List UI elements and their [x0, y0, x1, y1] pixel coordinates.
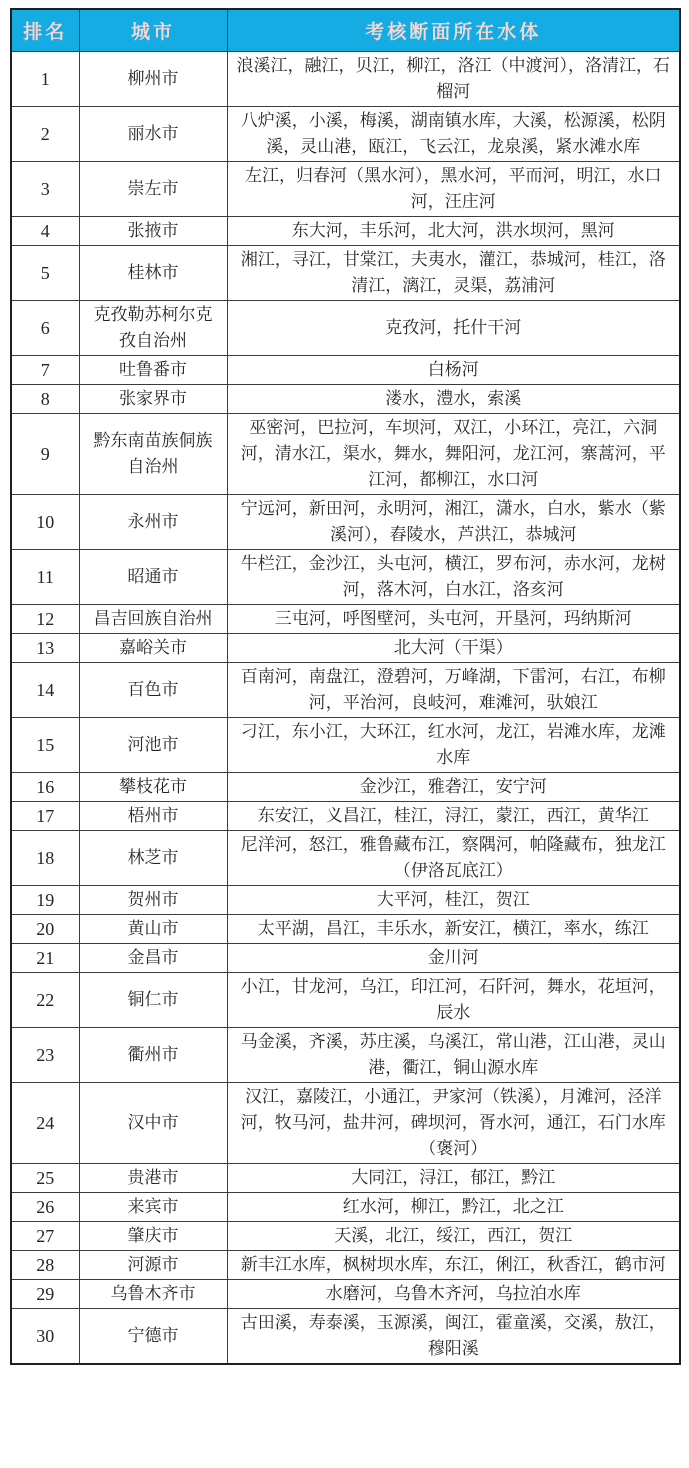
table-row	[11, 831, 680, 886]
table-row	[11, 973, 680, 1028]
table-row	[11, 1083, 680, 1164]
waters-cell: 东安江，义昌江，桂江，浔江，蒙江，西江，黄华江	[227, 802, 680, 831]
table-row	[11, 634, 680, 663]
waters-cell: 湘江，寻江，甘棠江，夫夷水，灌江，恭城河，桂江，洛清江，漓江，灵渠，荔浦河	[227, 246, 680, 301]
waters-cell: 巫密河，巴拉河，车坝河，双江，小环江，亮江，六洞河，清水江，渠水，舞水，舞阳河，龙江河，寨蒿河，平江河，都柳江，水口河	[227, 414, 680, 495]
rank-cell: 12	[11, 605, 79, 634]
city-cell: 桂林市	[79, 246, 227, 301]
waters-cell: 小江，甘龙河，乌江，印江河，石阡河，舞水，花垣河，辰水	[227, 973, 680, 1028]
waters-cell: 浪溪江，融江，贝江，柳江，洛江（中渡河），洛清江，石榴河	[227, 52, 680, 107]
table-row	[11, 107, 680, 162]
city-cell: 黔东南苗族侗族自治州	[79, 414, 227, 495]
rank-cell: 3	[11, 162, 79, 217]
city-cell: 克孜勒苏柯尔克孜自治州	[79, 301, 227, 356]
waters-cell: 金沙江，雅砻江，安宁河	[227, 773, 680, 802]
table-row	[11, 1309, 680, 1365]
rank-cell: 13	[11, 634, 79, 663]
waters-cell: 红水河，柳江，黔江，北之江	[227, 1193, 680, 1222]
rank-cell: 14	[11, 663, 79, 718]
rank-cell: 7	[11, 356, 79, 385]
city-cell: 黄山市	[79, 915, 227, 944]
table-row	[11, 1028, 680, 1083]
waters-cell: 大平河，桂江，贺江	[227, 886, 680, 915]
city-cell: 金昌市	[79, 944, 227, 973]
table-row	[11, 385, 680, 414]
table-body	[11, 52, 680, 1365]
waters-cell: 尼洋河，怒江，雅鲁藏布江，察隅河，帕隆藏布，独龙江（伊洛瓦底江）	[227, 831, 680, 886]
rank-cell: 4	[11, 217, 79, 246]
rank-cell: 21	[11, 944, 79, 973]
city-cell: 百色市	[79, 663, 227, 718]
waters-cell: 北大河（干渠）	[227, 634, 680, 663]
waters-cell: 左江，归春河（黑水河），黑水河，平而河，明江，水口河，汪庄河	[227, 162, 680, 217]
table-row	[11, 915, 680, 944]
waters-cell: 八炉溪，小溪，梅溪，湖南镇水库，大溪，松源溪，松阴溪，灵山港，瓯江，飞云江，龙泉溪，紧水滩水库	[227, 107, 680, 162]
table-row	[11, 773, 680, 802]
rank-cell: 5	[11, 246, 79, 301]
rank-cell: 19	[11, 886, 79, 915]
rank-cell: 8	[11, 385, 79, 414]
waters-cell: 古田溪，寿泰溪，玉源溪，闽江，霍童溪，交溪，敖江，穆阳溪	[227, 1309, 680, 1365]
table-row	[11, 301, 680, 356]
table-row	[11, 1222, 680, 1251]
table-row	[11, 1193, 680, 1222]
header-row	[11, 9, 680, 52]
waters-cell: 三屯河，呼图壁河，头屯河，开垦河，玛纳斯河	[227, 605, 680, 634]
waters-cell: 水磨河，乌鲁木齐河，乌拉泊水库	[227, 1280, 680, 1309]
table-row	[11, 802, 680, 831]
waters-cell: 金川河	[227, 944, 680, 973]
rank-cell: 26	[11, 1193, 79, 1222]
city-cell: 乌鲁木齐市	[79, 1280, 227, 1309]
table-row	[11, 414, 680, 495]
waters-cell: 马金溪，齐溪，苏庄溪，乌溪江，常山港，江山港，灵山港，衢江，铜山源水库	[227, 1028, 680, 1083]
rank-cell: 20	[11, 915, 79, 944]
header-rank: 排名	[11, 9, 79, 52]
ranking-table	[10, 8, 681, 1365]
rank-cell: 23	[11, 1028, 79, 1083]
header-city: 城市	[79, 9, 227, 52]
table-row	[11, 162, 680, 217]
table-row	[11, 52, 680, 107]
waters-cell: 太平湖，昌江，丰乐水，新安江，横江，率水，练江	[227, 915, 680, 944]
table-row	[11, 886, 680, 915]
table-row	[11, 356, 680, 385]
city-cell: 吐鲁番市	[79, 356, 227, 385]
city-cell: 肇庆市	[79, 1222, 227, 1251]
rank-cell: 11	[11, 550, 79, 605]
rank-cell: 22	[11, 973, 79, 1028]
table-row	[11, 1251, 680, 1280]
rank-cell: 25	[11, 1164, 79, 1193]
waters-cell: 天溪，北江，绥江，西江，贺江	[227, 1222, 680, 1251]
waters-cell: 汉江，嘉陵江，小通江，尹家河（铁溪），月滩河，泾洋河，牧马河，盐井河，碑坝河，胥水河，通江，石门水库（褒河）	[227, 1083, 680, 1164]
city-cell: 张家界市	[79, 385, 227, 414]
city-cell: 攀枝花市	[79, 773, 227, 802]
rank-cell: 28	[11, 1251, 79, 1280]
rank-cell: 1	[11, 52, 79, 107]
waters-cell: 新丰江水库，枫树坝水库，东江，俐江，秋香江，鹤市河	[227, 1251, 680, 1280]
rank-cell: 17	[11, 802, 79, 831]
rank-cell: 27	[11, 1222, 79, 1251]
table-row	[11, 495, 680, 550]
city-cell: 林芝市	[79, 831, 227, 886]
city-cell: 梧州市	[79, 802, 227, 831]
waters-cell: 百南河，南盘江，澄碧河，万峰湖，下雷河，右江，布柳河，平治河，良岐河，难滩河，驮娘江	[227, 663, 680, 718]
waters-cell: 刁江，东小江，大环江，红水河，龙江，岩滩水库，龙滩水库	[227, 718, 680, 773]
city-cell: 永州市	[79, 495, 227, 550]
waters-cell: 克孜河，托什干河	[227, 301, 680, 356]
table-row	[11, 663, 680, 718]
table-row	[11, 550, 680, 605]
waters-cell: 牛栏江，金沙江，头屯河，横江，罗布河，赤水河，龙树河，落木河，白水江，洛亥河	[227, 550, 680, 605]
city-cell: 铜仁市	[79, 973, 227, 1028]
city-cell: 昭通市	[79, 550, 227, 605]
rank-cell: 15	[11, 718, 79, 773]
rank-cell: 29	[11, 1280, 79, 1309]
table-row	[11, 1164, 680, 1193]
waters-cell: 大同江，浔江，郁江，黔江	[227, 1164, 680, 1193]
city-cell: 衢州市	[79, 1028, 227, 1083]
rank-cell: 2	[11, 107, 79, 162]
waters-cell: 白杨河	[227, 356, 680, 385]
rank-cell: 30	[11, 1309, 79, 1365]
waters-cell: 溇水，澧水，索溪	[227, 385, 680, 414]
city-cell: 贺州市	[79, 886, 227, 915]
table-row	[11, 718, 680, 773]
city-cell: 崇左市	[79, 162, 227, 217]
rank-cell: 16	[11, 773, 79, 802]
city-cell: 河池市	[79, 718, 227, 773]
city-cell: 来宾市	[79, 1193, 227, 1222]
table-row	[11, 605, 680, 634]
city-cell: 汉中市	[79, 1083, 227, 1164]
waters-cell: 东大河，丰乐河，北大河，洪水坝河，黑河	[227, 217, 680, 246]
table-row	[11, 944, 680, 973]
waters-cell: 宁远河，新田河，永明河，湘江，潇水，白水，紫水（紫溪河），舂陵水，芦洪江，恭城河	[227, 495, 680, 550]
city-cell: 宁德市	[79, 1309, 227, 1365]
rank-cell: 10	[11, 495, 79, 550]
rank-cell: 24	[11, 1083, 79, 1164]
city-cell: 河源市	[79, 1251, 227, 1280]
rank-cell: 9	[11, 414, 79, 495]
table-row	[11, 217, 680, 246]
city-cell: 柳州市	[79, 52, 227, 107]
rank-cell: 18	[11, 831, 79, 886]
rank-cell: 6	[11, 301, 79, 356]
header-waters: 考核断面所在水体	[227, 9, 680, 52]
city-cell: 丽水市	[79, 107, 227, 162]
city-cell: 张掖市	[79, 217, 227, 246]
city-cell: 贵港市	[79, 1164, 227, 1193]
table-row	[11, 1280, 680, 1309]
city-cell: 嘉峪关市	[79, 634, 227, 663]
table-row	[11, 246, 680, 301]
city-cell: 昌吉回族自治州	[79, 605, 227, 634]
